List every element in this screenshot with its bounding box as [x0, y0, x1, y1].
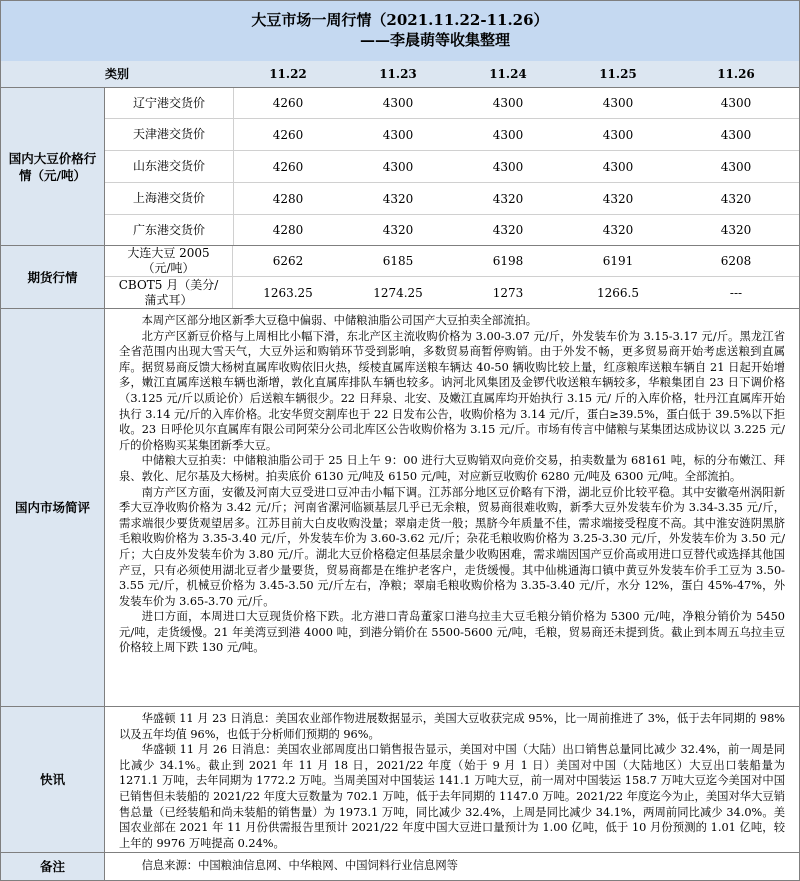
table-row: [105, 215, 799, 246]
cell-value: 4320: [492, 191, 524, 206]
cell-value: 4320: [382, 191, 414, 206]
cell-value: 1263.25: [263, 285, 313, 300]
header-date: 11.24: [489, 67, 527, 81]
market-review-text: [105, 309, 799, 707]
cell-value: 4300: [720, 96, 752, 110]
paragraph: 华盛顿 11 月 23 日消息：美国农业部作物进展数据显示，美国大豆收获完成 95%，比一周前推进了 3%，低于去年同期的 98%以及五年均值 96%，也低于分析师们预期的 96%。: [119, 712, 785, 741]
cell-value: 4300: [492, 159, 524, 174]
row-name: CBOT5 月（美分/蒲式耳）: [105, 277, 233, 308]
cell-value: 4300: [602, 127, 634, 142]
header-date: 11.26: [717, 67, 755, 81]
title-compiler: ——李晨萌等收集整理: [359, 31, 510, 49]
cell-value: 6262: [272, 254, 304, 268]
cell-value: ---: [729, 285, 743, 300]
cell-value: 4300: [602, 159, 634, 174]
row-name: 上海港交货价: [105, 183, 234, 214]
cell-value: 6191: [602, 254, 634, 268]
section-label-text: 快讯: [39, 772, 65, 787]
header-date: 11.23: [379, 67, 417, 81]
table-row: [105, 119, 799, 151]
row-name: 大连大豆 2005（元/吨）: [105, 246, 233, 276]
section-label-text: 国内市场简评: [14, 500, 90, 515]
section-label-text: 国内大豆价格行情（元/吨）: [8, 150, 97, 183]
cell-value: 4320: [382, 223, 414, 237]
row-name: 辽宁港交货价: [105, 88, 234, 118]
cell-value: 4260: [272, 96, 304, 110]
paragraph: 南方产区方面，安徽及河南大豆受进口豆冲击小幅下调。江苏部分地区豆价略有下滑，湖北豆价比较平稳。其中安徽亳州涡阳新季大豆净收购价格为 3.42 元/斤；河南省漯河临颍基层几乎已无余粮，贸易商很难收购，新季大豆外发装车价为 3.34-3.35 元/斤，需求端很少要货观望居多。江苏目前大白皮收购没量；翠扇走货一般；黑脐今年质量不佳，需求端接受程度不高。其中淮安涟阴黑脐毛粮收购价格为 3.35-3.40 元/斤，外发装车价为 3.60-3.62 元/斤；杂花毛粮收购价格为 3.25-3.30 元/斤，外发装车价为 3.50 元/斤；大白皮外发装车价为 3.80 元/斤。湖北大豆价格稳定但基层余量少收购困难，需求端因国产豆价高或用进口豆替代或选择其他国产豆，只有必须使用湖北豆者少量要货，贸易商都是在维护老客户，走货缓慢。其中仙桃通海口镇中黄豆外发装车价手工豆为 3.50-3.55 元/斤，机械豆价格为 3.45-3.50 元/斤左右，净粮；翠扇毛粮收购价格为 3.35-3.40 元/斤，水分 12%，蛋白 45%-47%，外发装车价为 3.65-3.70 元/斤。: [119, 485, 785, 608]
paragraph: 华盛顿 11 月 26 日消息：美国农业部周度出口销售报告显示，美国对中国（大陆）出口销售总量同比减少 32.4%，前一周是同比减少 34.1%。截止到 2021 年 11 月 18 日，2021/22 年度（始于 9 月 1 日）美国对中国（大陆地区）大豆出口装船量为 1271.1 万吨，去年同期为 1772.2 万吨。当周美国对中国装运 141.1 万吨大豆，前一周对中国装运 158.7 万吨大豆迄今美国对中国已销售但未装船的 2021/22 年度大豆数量为 702.1 万吨，低于去年同期的 1147.0 万吨。2021/22 年度迄今为止，美国对华大豆销售总量（已经装船和尚未装船的销售量）为 1973.1 万吨，同比减少 32.4%，上周是同比减少 34.1%，两周前同比减少 34.0%。美国农业部在 2021 年 11 月份供需报告里预计 2021/22 年度中国大豆进口量预计为 1.00 亿吨，低于 10 月份预测的 1.01 亿吨，较上年的 9976 万吨提高 0.24%。: [119, 743, 785, 850]
cell-value: 1274.25: [373, 285, 423, 300]
paragraph: 北方产区新豆价格与上周相比小幅下滑，东北产区主流收购价格为 3.00-3.07 元/斤，外发装车价为 3.15-3.17 元/斤。黑龙江省全省范围内出现大雪天气，大豆外运和购销环节受到影响，多数贸易商暂停购销。由于外发不畅，更多贸易商开始考虑送粮到直属库。据贸易商反馈大杨树直属库收购依旧火热，绥棱直属库送粮车辆达 40-50 辆收购比较上量，红彦粮库送粮车辆自 21 日起开始增多，嫩江直属库送粮车辆也渐增，敦化直属库排队车辆也较多。讷河北风集团及金锣代收送粮车辆较多，华粮集团自 23 日下调价格（3.125 元/斤以质论价）后送粮车辆很少。22 日拜泉、北安、及嫩江直属库均开始执行 3.15 元/ 斤的入库价格，牡丹江直属库开始执行 3.14 元/斤的入库价格。北安华贸交割库也于 22 日发布公告，收购价格为 3.14 元/斤，蛋白≥39.5%，蛋白低于 39.5%以下拒收。23 日呼伦贝尔直属库有限公司阿荣分公司北库区公告收购价格为 3.15 元/斤。市场有传言中储粮与某集团达成协议以 3.225 元/斤的价格购买某集团新季大豆。: [119, 329, 785, 452]
cell-value: 6185: [382, 254, 414, 268]
cell-value: 4300: [382, 159, 414, 174]
cell-value: 1266.5: [597, 285, 639, 300]
cell-value: 4300: [492, 96, 524, 110]
table-header: [1, 61, 799, 88]
table-row: [105, 151, 799, 183]
cell-value: 4300: [382, 96, 414, 110]
cell-value: 4300: [720, 159, 752, 174]
remarks-source: 信息来源：中国粮油信息网、中华粮网、中国饲料行业信息网等: [141, 859, 458, 872]
cell-value: 4260: [272, 127, 304, 142]
row-name: 天津港交货价: [105, 119, 234, 150]
section-label-domestic-price: [1, 88, 105, 246]
section-label-text: 备注: [39, 859, 65, 874]
section-label-remarks: [1, 853, 105, 880]
paragraph: 本周产区部分地区新季大豆稳中偏弱、中储粮油脂公司国产大豆拍卖全部流拍。: [141, 314, 537, 327]
news-text: [105, 707, 799, 853]
cell-value: 4320: [602, 223, 634, 237]
cell-value: 4320: [720, 223, 752, 237]
row-name: 山东港交货价: [105, 151, 234, 182]
row-name: 广东港交货价: [105, 215, 234, 245]
table-row: [105, 88, 799, 119]
cell-value: 6208: [720, 254, 752, 268]
report-title: [1, 1, 799, 62]
cell-value: 4320: [602, 191, 634, 206]
table-row: [105, 277, 799, 309]
cell-value: 4280: [272, 223, 304, 237]
cell-value: 4280: [272, 191, 304, 206]
section-label-news: [1, 707, 105, 853]
table-row: [105, 183, 799, 215]
header-category: 类别: [104, 67, 129, 81]
header-date: 11.25: [599, 67, 637, 81]
remarks-text: [105, 853, 799, 880]
cell-value: 4320: [720, 191, 752, 206]
section-label-futures: [1, 246, 105, 309]
header-date: 11.22: [269, 67, 307, 81]
cell-value: 4320: [492, 223, 524, 237]
table-row: [105, 246, 799, 277]
cell-value: 4260: [272, 159, 304, 174]
paragraph: 进口方面，本周进口大豆现货价格下跌。北方港口青岛董家口港乌拉圭大豆毛粮分销价格为 5300 元/吨，净粮分销价为 5450 元/吨，走货缓慢。21 年美湾豆到港 4000 吨，到港分销价在 5500-5600 元/吨，毛粮，贸易商还未提到货。截止到本周五乌拉圭豆价格较上周下跌 130 元/吨。: [119, 610, 785, 655]
cell-value: 4300: [492, 127, 524, 142]
cell-value: 4300: [602, 96, 634, 110]
cell-value: 6198: [492, 254, 524, 268]
title-main: 大豆市场一周行情（2021.11.22-11.26）: [251, 11, 549, 29]
section-label-text: 期货行情: [27, 269, 78, 285]
paragraph: 中储粮大豆拍卖：中储粮油脂公司于 25 日上午 9：00 进行大豆购销双向竞价交易，拍卖数量为 68161 吨，标的分布嫩江、拜泉、敦化、尼尔基及大杨树。拍卖底价 6130 元/吨及 6150 元/吨，对应新豆收购价 6280 元/吨及 6300 元/吨。全部流拍。: [119, 454, 785, 483]
cell-value: 4300: [382, 127, 414, 142]
section-label-market-review: [1, 309, 105, 707]
cell-value: 4300: [720, 127, 752, 142]
cell-value: 1273: [492, 285, 524, 300]
